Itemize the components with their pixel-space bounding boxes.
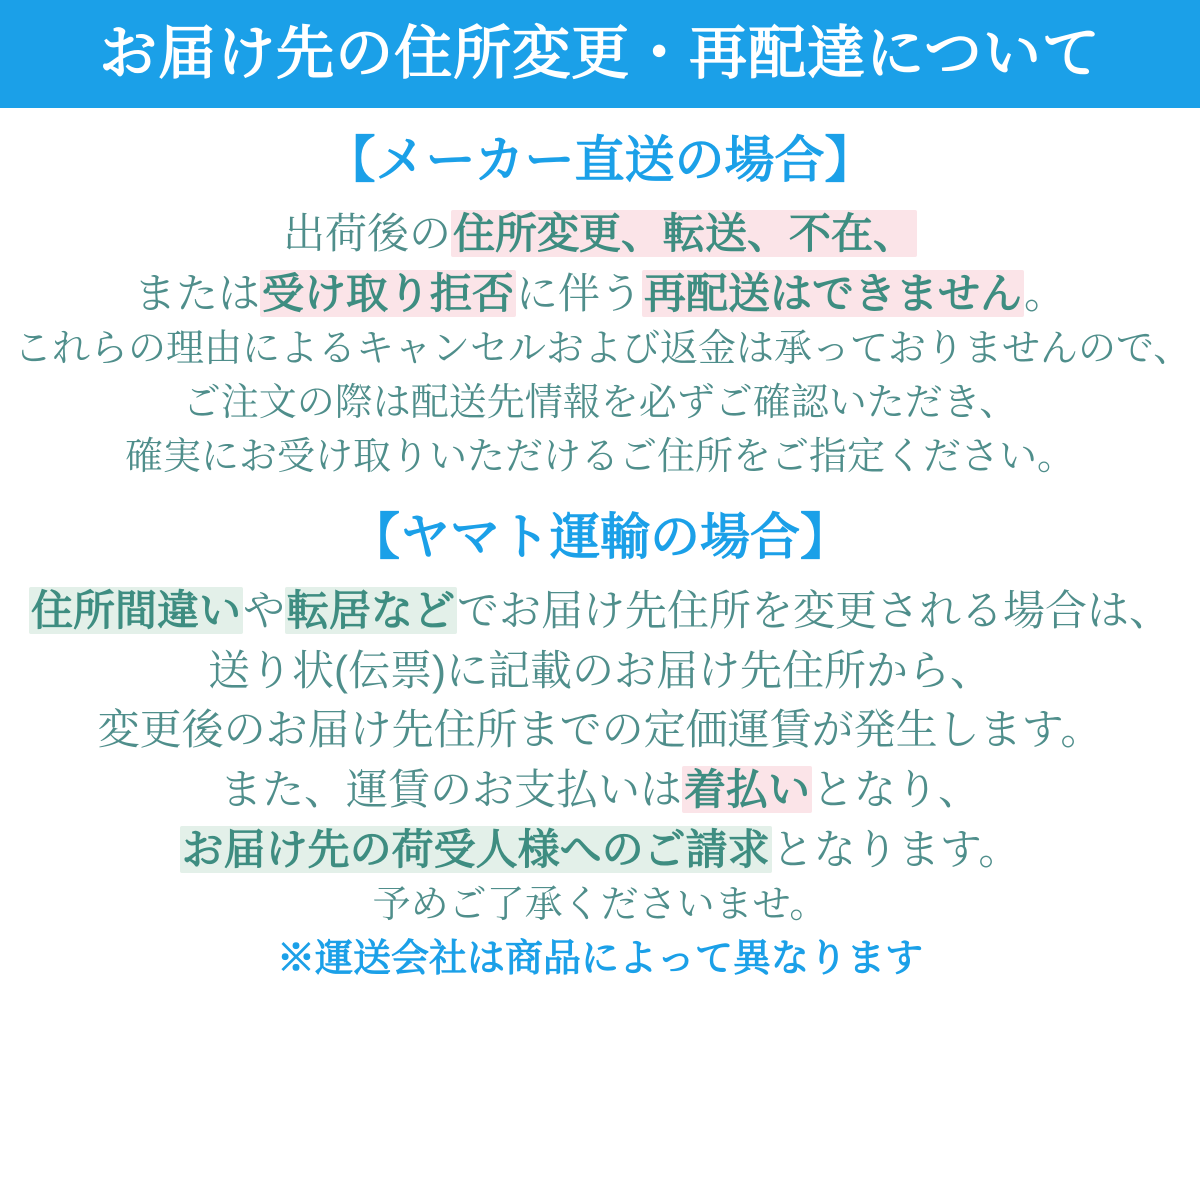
page-title: お届け先の住所変更・再配達について <box>99 21 1101 86</box>
notice-line <box>14 377 1186 431</box>
text-fragment-highlight: 再配送はできません <box>644 269 1023 317</box>
notice-line <box>14 264 1186 324</box>
text-fragment: これらの理由によるキャンセルおよび返金は承っておりませんので、 <box>14 328 1192 371</box>
text-fragment-highlight: 着払い <box>683 765 810 813</box>
text-fragment-highlight: 転居など <box>287 587 456 635</box>
notice-line <box>14 879 1186 933</box>
notice-line <box>14 760 1186 820</box>
notice-line <box>14 820 1186 880</box>
text-fragment: となります。 <box>771 825 1021 873</box>
text-fragment: でお届け先住所を変更される場合は、 <box>457 587 1172 635</box>
text-fragment: 送り状(伝票)に記載のお届け先住所から、 <box>208 646 992 694</box>
text-fragment: となり、 <box>812 765 981 813</box>
text-fragment-highlight: 住所間違い <box>30 587 241 635</box>
notice-line <box>14 700 1186 760</box>
notice-line <box>14 204 1186 264</box>
section-heading-maker-direct: 【メーカー直送の場合】 <box>325 132 875 188</box>
text-fragment: 。 <box>1024 269 1067 317</box>
notice-body <box>0 130 1200 987</box>
notice-line <box>14 323 1192 377</box>
section-heading-yamato: 【ヤマト運輸の場合】 <box>350 509 850 566</box>
text-fragment-highlight: お届け先の荷受人様へのご請求 <box>181 825 770 873</box>
text-fragment: 出荷後の <box>282 210 451 257</box>
page-header <box>0 0 1200 108</box>
notice-line <box>14 431 1186 485</box>
footnote: ※運送会社は商品によって異なります <box>276 938 923 981</box>
text-fragment-highlight: 住所変更、転送、不在、 <box>453 210 916 257</box>
text-fragment: 確実にお受け取りいただけるご住所をご指定ください。 <box>124 436 1075 479</box>
text-fragment: また、運賃のお支払いは <box>219 765 682 813</box>
text-fragment: 予めご了承くださいませ。 <box>372 884 828 927</box>
text-fragment: に伴う <box>515 269 642 317</box>
text-fragment: または <box>133 269 260 317</box>
text-fragment-highlight: 受け取り拒否 <box>261 269 514 317</box>
text-fragment: 変更後のお届け先住所までの定価運賃が発生します。 <box>97 706 1103 754</box>
notice-line <box>14 581 1186 641</box>
notice-line <box>14 641 1186 701</box>
text-fragment: ご注文の際は配送先情報を必ずご確認いただき、 <box>182 382 1018 425</box>
text-fragment: や <box>242 587 285 635</box>
